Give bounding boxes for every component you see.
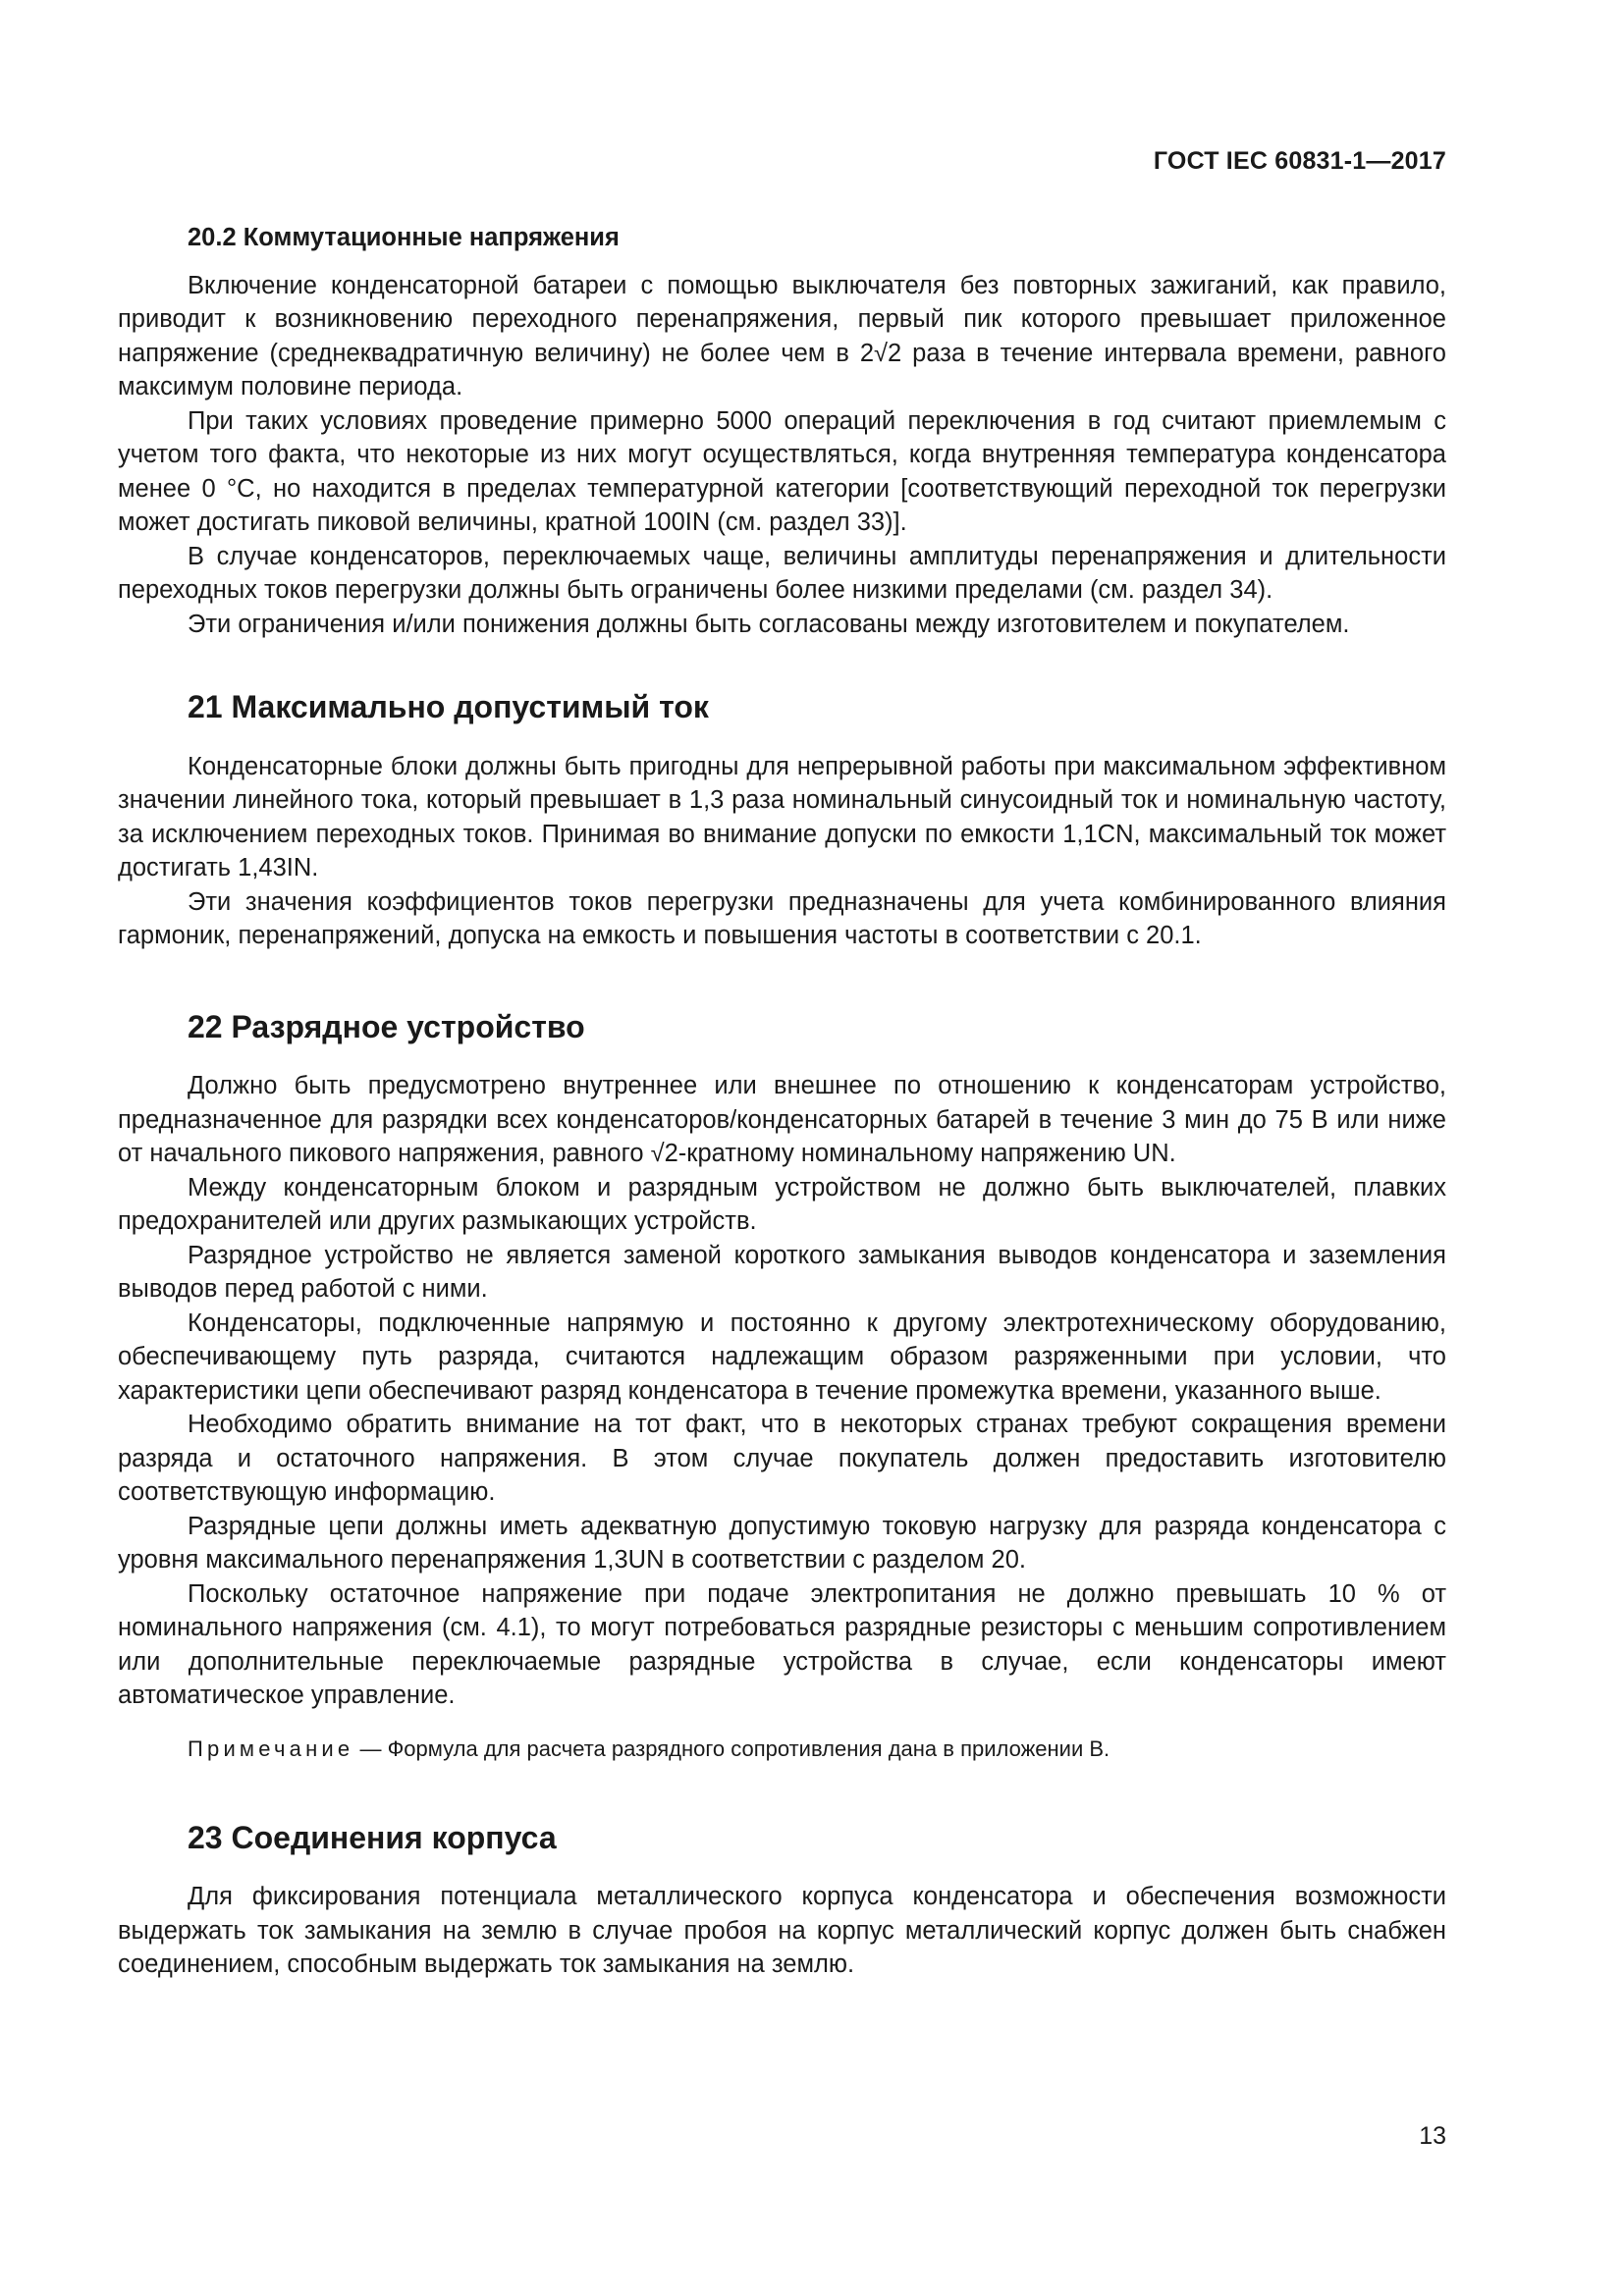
paragraph: Для фиксирования потенциала металлического корпуса конденсатора и обеспечения возможности выдержать ток замыкания на землю в случае пробоя на корпус металлический корпус должен быть снабжен соединением, способным выдержать ток замыкания на землю. — [118, 1883, 1446, 1978]
note — [118, 1735, 1446, 1764]
page-number: 13 — [1419, 2122, 1446, 2150]
paragraph: Должно быть предусмотрено внутреннее или внешнее по отношению к конденсаторам устройство, предназначенное для разрядки всех конденсаторов/конденсаторных батарей в течение 3 мин до 75 В или ниже от начального пикового напряжения, равного √2-кратному номинальному напряжению UN. — [118, 1072, 1446, 1167]
paragraph: Поскольку остаточное напряжение при подаче электропитания не должно превышать 10 % от номинального напряжения (см. 4.1), то могут потребоваться разрядные резисторы с меньшим сопротивлением или дополнительные переключаемые разрядные устройства в случае, если конденсаторы имеют автоматическое управление. — [118, 1579, 1446, 1709]
paragraph: Между конденсаторным блоком и разрядным устройством не должно быть выключателей, плавких предохранителей или других размыкающих устройств. — [118, 1173, 1446, 1235]
paragraph: Необходимо обратить внимание на тот факт, что в некоторых странах требуют сокращения времени разряда и остаточного напряжения. В этом случае покупатель должен предоставить изготовителю соответствующую информацию. — [118, 1411, 1446, 1506]
paragraph: В случае конденсаторов, переключаемых чаще, величины амплитуды перенапряжения и длительности переходных токов перегрузки должны быть ограничены более низкими пределами (см. раздел 34). — [118, 542, 1446, 604]
section-22-title: 22 Разрядное устройство — [188, 1008, 585, 1044]
note-text: — Формула для расчета разрядного сопротивления дана в приложении B. — [353, 1735, 1110, 1761]
section-23-title: 23 Соединения корпуса — [188, 1819, 557, 1855]
paragraph: Конденсаторные блоки должны быть пригодны для непрерывной работы при максимальном эффективном значении линейного тока, который превышает в 1,3 раза номинальный синусоидный ток и номинальную частоту, за исключением переходных токов. Принимая во внимание допуски по емкости 1,1CN, максимальный ток может достигать 1,43IN. — [118, 752, 1446, 881]
paragraph: Эти ограничения и/или понижения должны быть согласованы между изготовителем и покупателем. — [188, 610, 1350, 638]
page-content — [118, 221, 1446, 1982]
paragraph: Эти значения коэффициентов токов перегрузки предназначены для учета комбинированного влияния гармоник, перенапряжений, допуска на емкость и повышения частоты в соответствии с 20.1. — [118, 887, 1446, 949]
paragraph: Разрядные цепи должны иметь адекватную допустимую токовую нагрузку для разряда конденсатора с уровня максимального перенапряжения 1,3UN в соответствии с разделом 20. — [118, 1512, 1446, 1574]
document-id-header: ГОСТ IEC 60831-1—2017 — [1153, 147, 1446, 175]
subsection-20-2-title: 20.2 Коммутационные напряжения — [188, 224, 620, 251]
note-label: Примечание — [188, 1735, 354, 1761]
section-21-title: 21 Максимально допустимый ток — [188, 689, 709, 724]
paragraph: Разрядное устройство не является заменой короткого замыкания выводов конденсатора и заземления выводов перед работой с ними. — [118, 1241, 1446, 1303]
paragraph: Конденсаторы, подключенные напрямую и постоянно к другому электротехническому оборудованию, обеспечивающему путь разряда, считаются надлежащим образом разряженными при условии, что характеристики цепи обеспечивают разряд конденсатора в течение промежутка времени, указанного выше. — [118, 1308, 1446, 1405]
paragraph: Включение конденсаторной батареи с помощью выключателя без повторных зажиганий, как правило, приводит к возникновению переходного перенапряжения, первый пик которого превышает приложенное напряжение (среднеквадратичную величину) не более чем в 2√2 раза в течение интервала времени, равного максимум половине периода. — [118, 271, 1446, 400]
paragraph: При таких условиях проведение примерно 5000 операций переключения в год считают приемлемым с учетом того факта, что некоторые из них могут осуществляться, когда внутренняя температура конденсатора менее 0 °C, но находится в пределах температурной категории [соответствующий переходной ток перегрузки может достигать пиковой величины, кратной 100IN (см. раздел 33)]. — [118, 406, 1446, 536]
